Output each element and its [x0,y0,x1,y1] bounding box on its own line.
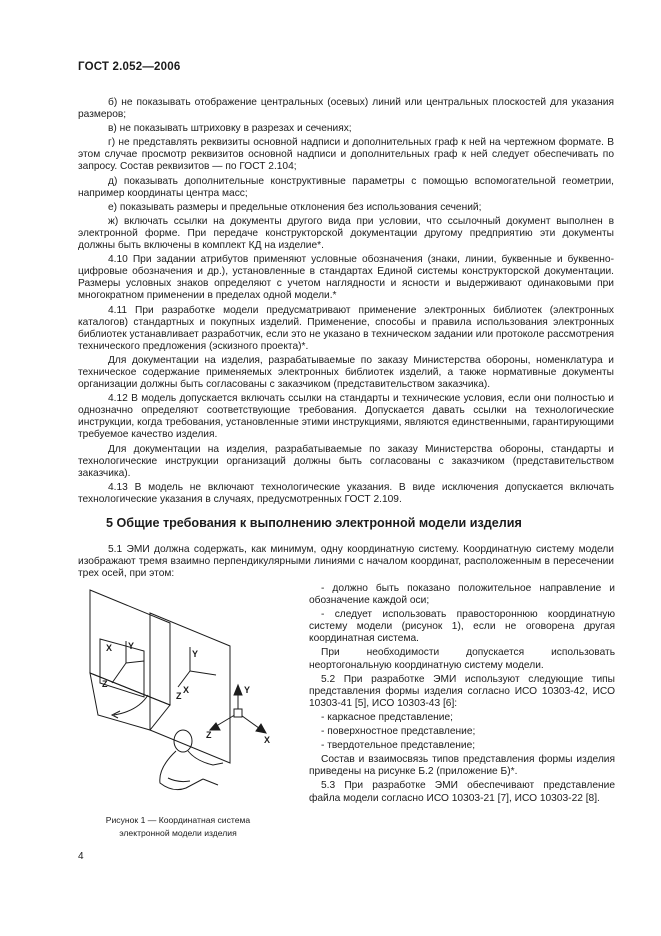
paragraph: 4.12 В модель допускается включать ссылки на стандарты и технические условия, если они полностью и однозначно определяют соответствующие требования. Допускается давать ссылки на технологические инструкции, когда требования, установленные этими инструкциями, являются единственными, гарантирующими требуемое качество изделия. [78,393,614,441]
paragraph: в) не показывать штриховку в разрезах и сечениях; [108,123,352,135]
paragraph: При необходимости допускается использовать неортогональную координатную систему модели. [309,647,615,671]
right-column-text [309,583,615,807]
axis-label-z-plane: Z [176,691,182,701]
paragraph: б) не показывать отображение центральных (осевых) линий или центральных плоскостей для указания размеров; [78,97,614,121]
axis-label-y-inner: Y [128,641,135,651]
axis-label-x-plane: X [183,685,190,695]
paragraph: 5.2 При разработке ЭМИ используют следующие типы представления формы изделия согласно ИСО 10303-42, ИСО 10303-41 [5], ИСО 10303-43 [6]: [309,673,615,709]
list-item: - поверхностное представление; [321,726,476,738]
caption-line: электронной модели изделия [119,827,237,838]
paragraph: 4.10 При задании атрибутов применяют условные обозначения (знаки, линии, буквенные и буквенно-цифровые обозначения и др.), установленные в стандартах Единой системы конструкторской документации. Размеры условных знаков определяют с учетом наглядности и ясности и выдерживают одинаковыми при многократном применении в пределах одной модели.* [78,254,614,302]
axis-label-y-triad: Y [244,685,251,695]
figure-caption [78,814,278,839]
body-text [78,97,614,508]
axis-label-y-plane: Y [192,649,199,659]
paragraph: ж) включать ссылки на документы другого вида при условии, что ссылочный документ выполнен в электронной форме. При передаче конструкторской документации другому предприятию эти документы должны быть включены в комплект КД на изделие*. [78,215,614,252]
paragraph: - должно быть показано положительное направление и обозначение каждой оси; [309,583,615,607]
axis-label-x-inner: X [106,643,113,653]
paragraph: 5.1 ЭМИ должна содержать, как минимум, одну координатную систему. Координатную систему модели изображают тремя взаимно перпендикулярными линиями с началом координат, расположенным в пересечении трех осей, при этом: [78,544,614,580]
axis-label-z-triad: Z [206,730,212,740]
axis-label-x-triad: X [264,735,271,745]
page-number: 4 [78,851,84,862]
coordinate-system-drawing [78,583,278,808]
section-intro [78,544,614,580]
coordinate-system-figure [78,583,278,808]
paragraph: д) показывать дополнительные конструктивные параметры с помощью вспомогательной геометрии, например координаты центра масс; [78,175,614,199]
paragraph: 4.13 В модель не включают технологические указания. В виде исключения допускается включать технологические указания в случаях, предусмотренных ГОСТ 2.109. [78,481,614,505]
section-heading: 5 Общие требования к выполнению электронной модели изделия [106,516,522,530]
vertical-plane-shape [150,613,230,763]
caption-line: Рисунок 1 — Координатная система [105,815,251,825]
paragraph: - следует использовать правостороннюю координатную систему модели (рисунок 1), если не оговорена другая координатная система. [309,609,615,645]
axis-label-z-inner: Z [102,679,108,689]
paragraph: 5.3 При разработке ЭМИ обеспечивают представление файла модели согласно ИСО 10303-21 [7], ИСО 10303-22 [8]. [309,780,615,804]
paragraph: 4.11 При разработке модели предусматривают применение электронных библиотек (электронных каталогов) стандартных и покупных изделий. Применение, способы и правила использования электронных библиотек устанавливает разработчик, если это не указано в техническом задании или протоколе рассмотрения технического предложения (эскизного проекта)*. [78,304,614,352]
paragraph: Состав и взаимосвязь типов представления формы изделия приведены на рисунке Б.2 (приложение Б)*. [309,754,615,778]
paragraph: г) не представлять реквизиты основной надписи и дополнительных граф к ней на чертежном формате. В этом случае просмотр реквизитов основной надписи и дополнительных граф к ней следует обеспечивать по запросу. Состав реквизитов — по ГОСТ 2.104; [78,137,614,173]
document-header: ГОСТ 2.052—2006 [78,61,181,73]
list-item: - каркасное представление; [321,711,453,723]
paragraph: Для документации на изделия, разрабатываемые по заказу Министерства обороны, номенклатура и техническое содержание применяемых электронных библиотек изделий, а также нормативные документы организации должны быть согласованы с заказчиком (представительством заказчика). [78,354,614,391]
paragraph: Для документации на изделия, разрабатываемые по заказу Министерства обороны, стандарты и технологические инструкции организаций должны быть согласованы с заказчиком (представительством заказчика). [78,443,614,479]
list-item: - твердотельное представление; [321,740,476,752]
paragraph: е) показывать размеры и предельные отклонения без использования сечений; [108,201,482,213]
